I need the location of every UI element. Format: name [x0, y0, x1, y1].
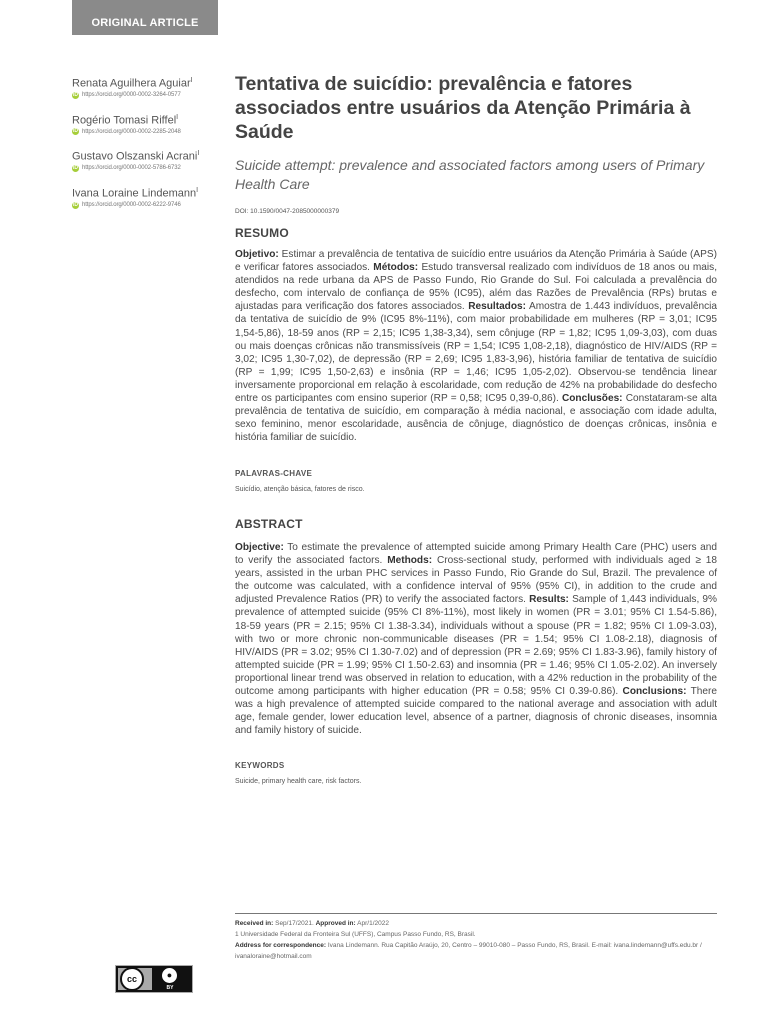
affiliation: 1 Universidade Federal da Fronteira Sul (UFFS), Campus Passo Fundo, RS, Brasil.: [235, 931, 476, 938]
keywords-heading: KEYWORDS: [235, 761, 285, 770]
correspondence: Address for correspondence: Ivana Lindemann. Rua Capitão Araújo, 20, Centro – 99010-080 – Passo Fundo, RS, Brasil. E-mail: ivana.lindemann@uffs.edu.br / ivanaloraine@hotmail.com: [235, 942, 702, 960]
article-type-tag: ORIGINAL ARTICLE: [72, 0, 218, 35]
doi[interactable]: DOI: 10.1590/0047-2085000000379: [235, 208, 340, 215]
resumo-heading: RESUMO: [235, 226, 289, 240]
author-name: Renata Aguilhera Aguiar$^I$: [72, 77, 193, 90]
orcid-icon: iD: [73, 164, 78, 171]
orcid-link[interactable]: https://orcid.org/0000-0002-2285-2048: [82, 128, 181, 135]
article-title: Tentativa de suicídio: prevalência e fatores associados entre usuários da Atenção Primária à Saúde: [235, 73, 691, 143]
resumo-body: Objetivo: Estimar a prevalência de tentativa de suicídio entre usuários da Atenção Primária à Saúde (APS) e verificar fatores associados. Métodos: Estudo transversal realizado com indivíduos de 18 anos ou mais, atendidos na rede urbana da APS de Passo Fundo, Rio Grande do Sul. Foi calculada a prevalência do desfecho, com intervalo de confiança de 95% (IC95), além das Razões de Prevalência (RPs) brutas e ajustadas para verificação dos fatores associados. Resultados: Amostra de 1.443 indivíduos, prevalência da tentativa de suicídio de 9% (IC95 8%-11%), com maior probabilidade em mulheres (RP = 3,01; IC95 1,54-5,86), 18-59 anos (RP = 2,15; IC95 1,38-3,34), sem cônjuge (RP = 1,82; IC95 1,09-3,03), com duas ou mais doenças crônicas não transmissíveis (RP = 1,54; IC95 1,08-2,18), diagnóstico de HIV/AIDS (RP = 3,02; IC95 1,30-7,02), de depressão (RP = 2,69; IC95 1,83-3,96), história familiar de tentativa de suicídio (RP = 1,99; IC95 1,50-2,63) e insônia (RP = 1,46; IC95 1,05-2,02). Observou-se tendência linear inversamente proporcional em relação à escolaridade, com redução de 42% na probabilidade do desfecho entre os participantes com ensino superior (RP = 0,58; IC95 0,39-0,86). Conclusões: Constataram-se alta prevalência de tentativa de suicídio, em comparação à média nacional, e associação com idade adulta, sexo feminino, menor escolaridade, ausência de cônjuge, diagnóstico de doenças crônicas, insônia e história familiar de suicídio.: [235, 249, 718, 444]
cc-by-license-badge[interactable]: [115, 965, 193, 993]
abstract-heading: ABSTRACT: [235, 517, 303, 531]
author-1: [72, 74, 222, 99]
keywords: [235, 761, 361, 785]
orcid-link[interactable]: https://orcid.org/0000-0002-5786-6732: [82, 165, 181, 172]
orcid-row[interactable]: [72, 165, 222, 172]
orcid-icon: iD: [73, 201, 78, 208]
by-label: BY: [166, 985, 174, 991]
orcid-row[interactable]: [72, 92, 222, 99]
author-name: Gustavo Olszanski Acrani$^I$: [72, 150, 200, 163]
orcid-icon: iD: [73, 91, 78, 98]
author-name: Rogério Tomasi Riffel$^I$: [72, 113, 179, 127]
article-subtitle: Suicide attempt: prevalence and associated factors among users of Primary Health Care: [235, 157, 705, 192]
palavras-chave-heading: PALAVRAS-CHAVE: [235, 469, 313, 478]
person-icon: ●: [162, 968, 177, 983]
orcid-icon: iD: [73, 128, 78, 135]
keywords-text: Suicide, primary health care, risk factors.: [235, 778, 362, 785]
orcid-row[interactable]: [72, 128, 222, 135]
article-footer: [235, 913, 717, 962]
author-4: [72, 184, 222, 209]
orcid-row[interactable]: [72, 202, 222, 209]
dates-line: Received in: Sep/17/2021. Approved in: Apr/1/2022: [235, 920, 389, 927]
author-2: [72, 111, 222, 136]
orcid-link[interactable]: https://orcid.org/0000-0002-6222-9746: [82, 202, 181, 209]
abstract-body: Objective: To estimate the prevalence of attempted suicide among Primary Health Care (PHC) users and to verify the associated factors. Methods: Cross-sectional study, performed with individuals aged ≥ 18 years, assisted in the urban PHC services in Passo Fundo, Rio Grande do Sul, Brazil. The prevalence of the outcome was calculated, with a confidence interval of 95% (95% CI), in addition to the crude and adjusted Prevalence Ratios (PR) to verify the associated factors. Results: Sample of 1,443 individuals, 9% prevalence of attempted suicide (95% CI 8%-11%), most likely in women (PR = 3.01; 95% CI 1.54-5.86), 18-59 years (PR = 2.15; 95% CI 1.38-3.34), individuals without a spouse (PR = 1.82; 95% CI 1.09-3.03), with two or more chronic non-communicable diseases (PR = 1.54; 95% CI 1.08-2.18), diagnosis of HIV/AIDS (PR = 3.02; 95% CI 1.30-7.02) and of depression (PR = 2.69; 95% CI 1.83-3.96), family history of attempted suicide (PR = 1.99; 95% CI 1.50-2.63) and insomnia (PR = 1.46; 95% CI 1.05-2.02). An inversely proportional linear trend was observed in relation to education, with a 42% reduction in the probability of the outcome among participants with higher education (PR = 0.58; 95% CI 0.39-0.86). Conclusions: There was a high prevalence of attempted suicide compared to the national average and association with adult age, female gender, lower education level, absence of a partner, diagnosis of chronic diseases, insomnia and family history of suicide.: [235, 542, 717, 737]
author-3: [72, 147, 222, 172]
palavras-chave: [235, 469, 365, 493]
title-block: [235, 72, 717, 215]
cc-icon: cc: [120, 967, 144, 991]
palavras-chave-text: Suicídio, atenção básica, fatores de risco.: [235, 486, 365, 493]
author-name: Ivana Loraine Lindemann$^I$: [72, 186, 199, 200]
author-list: [72, 74, 222, 221]
orcid-link[interactable]: https://orcid.org/0000-0002-3264-0577: [82, 92, 181, 99]
